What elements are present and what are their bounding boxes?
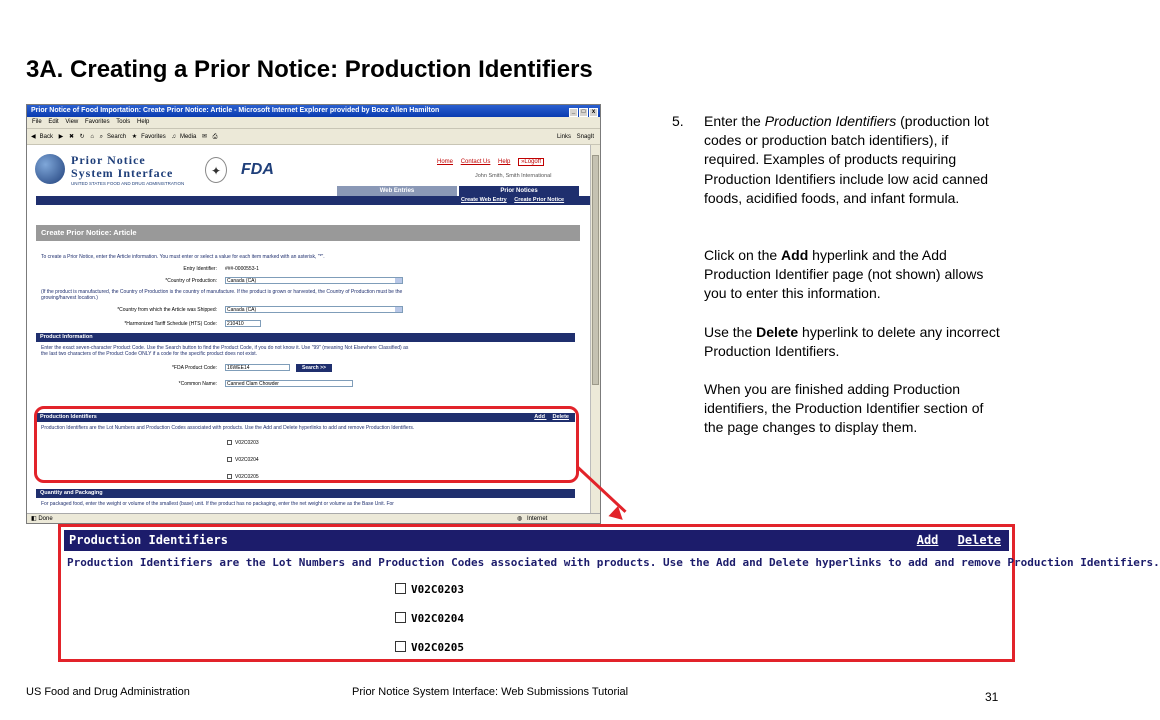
top-links [437, 158, 550, 166]
footer-center: Prior Notice System Interface: Web Submissions Tutorial [352, 686, 629, 698]
footer-left: US Food and Drug Administration [26, 686, 190, 698]
minimize-icon[interactable]: _ [569, 108, 578, 117]
menu-file[interactable]: File [32, 119, 42, 125]
product-note-1: Enter the exact seven-character Product Code. Use the Search button to find the Product Code, if you do not know it. Use "99" (meaning Not Elsewhere Classified) as [41, 345, 409, 351]
home-link[interactable]: Home [437, 159, 454, 165]
refresh-icon[interactable]: ↻ [79, 134, 85, 140]
list-item [395, 583, 464, 596]
back-arrow-icon[interactable]: ◀ [31, 134, 36, 140]
note-text: (production lot codes or production batch identifiers), if required. Examples of products requiring Production Identifiers include low acid canned foods, acidified foods, and infant formula. [704, 113, 989, 206]
product-info-heading: Product Information [36, 333, 575, 342]
identifier-label: V02C0205 [235, 474, 259, 480]
search-product-code-button[interactable]: Search >> [296, 364, 332, 372]
zoomed-production-identifiers [58, 524, 1160, 662]
note-text: hyperlink and the Add Production Identifier page (not shown) allows you to enter this information. [704, 247, 984, 302]
entry-identifier-value: ###-0000553-1 [225, 266, 259, 272]
note-paragraph-3 [704, 323, 1004, 361]
country-shipped-select[interactable] [225, 306, 403, 313]
country-shipped-value: Canada (CA) [227, 307, 257, 313]
zoom-heading: Production Identifiers [69, 533, 228, 547]
checkbox[interactable] [395, 583, 406, 594]
identifier-label: V02C0204 [235, 457, 259, 463]
page-heading: Create Prior Notice: Article [36, 225, 580, 241]
add-link[interactable]: Add [534, 414, 545, 420]
page-icon: ◧ [31, 516, 37, 522]
production-identifiers-desc: Production Identifiers are the Lot Numbers and Production Codes associated with products. Use the Add and Delete hyperlinks to add and remove Production Identifiers. [41, 425, 415, 431]
note-text: hyperlink to delete any incorrect Production Identifiers. [704, 324, 1000, 360]
browser-status-bar [27, 513, 600, 523]
note-text: Enter the [704, 113, 765, 129]
highlight-ring [34, 406, 579, 483]
menu-help[interactable]: Help [136, 119, 150, 125]
note-bold: Add [781, 247, 809, 263]
identifier-label: V02C0203 [235, 440, 259, 446]
contact-us-link[interactable]: Contact Us [460, 159, 491, 165]
common-name-label: *Common Name: [178, 381, 217, 387]
home-icon[interactable]: ⌂ [90, 134, 94, 140]
note-paragraph-4: When you are finished adding Production identifiers, the Production Identifier section of the page changes to display them. [704, 381, 984, 436]
create-prior-notice-link[interactable]: Create Prior Notice [514, 197, 565, 203]
media-icon: ♫ [171, 134, 176, 140]
step-number: 5. [672, 113, 684, 129]
links-button[interactable]: Links [556, 134, 571, 140]
product-note-2: the last two characters of the Product Code ONLY if a code for the specific product does not exist. [41, 351, 258, 357]
pnsi-logo [71, 154, 173, 180]
create-web-entry-link[interactable]: Create Web Entry [461, 197, 507, 203]
hts-input[interactable]: 210410 [225, 320, 261, 327]
close-icon[interactable]: x [589, 108, 598, 117]
checkbox[interactable] [395, 641, 406, 652]
status-zone: Internet [527, 516, 548, 522]
favorites-icon: ★ [131, 134, 138, 140]
browser-title-bar [27, 105, 600, 117]
delete-link[interactable]: Delete [552, 414, 569, 420]
list-item [395, 641, 464, 654]
quantity-note: For packaged food, enter the weight or volume of the smallest (base) unit. If the product has no packaging, enter the net weight or volume as the Base Unit. For [41, 501, 394, 507]
browser-window-title: Prior Notice of Food Importation: Create Prior Notice: Article - Microsoft Internet Explorer provided by Booz Allen Hamilton [31, 107, 440, 114]
zoom-add-link[interactable]: Add [916, 533, 939, 547]
favorites-button[interactable]: Favorites [141, 134, 166, 140]
menu-favorites[interactable]: Favorites [84, 119, 110, 125]
country-shipped-label: *Country from which the Article was Shipped: [117, 307, 217, 313]
tab-prior-notices[interactable]: Prior Notices [459, 186, 579, 196]
chevron-down-icon [395, 278, 402, 283]
browser-menu-bar [27, 117, 600, 128]
chevron-down-icon [395, 307, 402, 312]
logoff-button[interactable]: »Logoff [518, 158, 544, 166]
media-button[interactable]: Media [179, 134, 197, 140]
tab-web-entries[interactable]: Web Entries [337, 186, 457, 196]
back-button[interactable]: Back [39, 134, 53, 140]
menu-tools[interactable]: Tools [116, 119, 131, 125]
hhs-eagle-icon: ✦ [205, 157, 227, 183]
list-item [395, 612, 464, 625]
checkbox[interactable] [395, 612, 406, 623]
toolbar-right [553, 129, 594, 146]
identifier-label: V02C0205 [411, 641, 464, 654]
zoom-heading-bar [64, 530, 1009, 551]
mail-icon[interactable]: ✉ [201, 134, 207, 140]
manufactured-note-2: growing/harvest location.) [41, 295, 98, 301]
hts-label: *Harmonized Tariff Schedule (HTS) Code: [124, 321, 217, 327]
menu-edit[interactable]: Edit [48, 119, 59, 125]
stop-icon[interactable]: ✖ [68, 134, 74, 140]
forward-arrow-icon[interactable]: ▶ [58, 134, 64, 140]
globe-small-icon: ◍ [517, 516, 523, 522]
zoom-description: Production Identifiers are the Lot Numbers and Production Codes associated with products. Use the Add and Delete hyperlinks to add and remove Production Identifiers. [67, 556, 1160, 569]
logo-subtitle: UNITED STATES FOOD AND DRUG ADMINISTRATION [71, 181, 185, 186]
manufactured-note-1: (If the product is manufactured, the Country of Production is the country of manufacture. If the product is grown or harvested, the Country of Production must be the [41, 289, 403, 295]
note-paragraph-2 [704, 246, 1004, 304]
logoff-label: Logoff [524, 159, 541, 165]
product-code-input[interactable]: 16WEE14 [225, 364, 290, 371]
scrollbar-thumb[interactable] [592, 155, 599, 385]
user-name: John Smith, Smith International [475, 173, 552, 179]
print-icon[interactable]: ⎙ [212, 134, 218, 140]
production-identifiers-title: Production Identifiers [40, 414, 97, 420]
country-production-select[interactable] [225, 277, 403, 284]
note-text: Use the [704, 324, 757, 340]
quantity-heading: Quantity and Packaging [36, 489, 575, 498]
sub-nav-links [455, 197, 564, 203]
product-code-label: *FDA Product Code: [171, 365, 217, 371]
snagit-button[interactable]: SnagIt [576, 134, 594, 140]
identifier-label: V02C0204 [411, 612, 464, 625]
page-number: 31 [985, 690, 999, 704]
browser-toolbar [27, 128, 600, 145]
country-production-label: *Country of Production: [165, 278, 217, 284]
status-done: Done [38, 516, 53, 522]
country-production-value: Canada (CA) [227, 278, 257, 284]
common-name-input[interactable]: Canned Clam Chowder [225, 380, 353, 387]
search-icon: ⌕ [99, 134, 104, 140]
note-bold: Delete [756, 324, 799, 340]
entry-identifier-label: Entry Identifier: [183, 266, 217, 272]
identifier-label: V02C0203 [411, 583, 464, 596]
note-text: Click on the [704, 247, 782, 263]
slide-title: 3A. Creating a Prior Notice: Production Identifiers [26, 56, 593, 83]
note-emphasis: Production Identifiers [764, 113, 897, 129]
intro-text: To create a Prior Notice, enter the Article information. You must enter or select a value for each item marked with an asterisk, "*". [41, 254, 325, 260]
search-button[interactable]: Search [107, 134, 127, 140]
help-link[interactable]: Help [498, 159, 511, 165]
fda-logo: FDA [241, 161, 274, 178]
note-paragraph-1 [704, 112, 1004, 208]
globe-icon [35, 154, 65, 184]
logo-line-2: System Interface [71, 166, 174, 180]
logo-line-1: Prior Notice [71, 153, 146, 167]
menu-view[interactable]: View [65, 119, 79, 125]
vertical-scrollbar[interactable] [590, 145, 600, 513]
maximize-icon[interactable]: □ [579, 108, 588, 117]
zoom-delete-link[interactable]: Delete [957, 533, 1001, 547]
